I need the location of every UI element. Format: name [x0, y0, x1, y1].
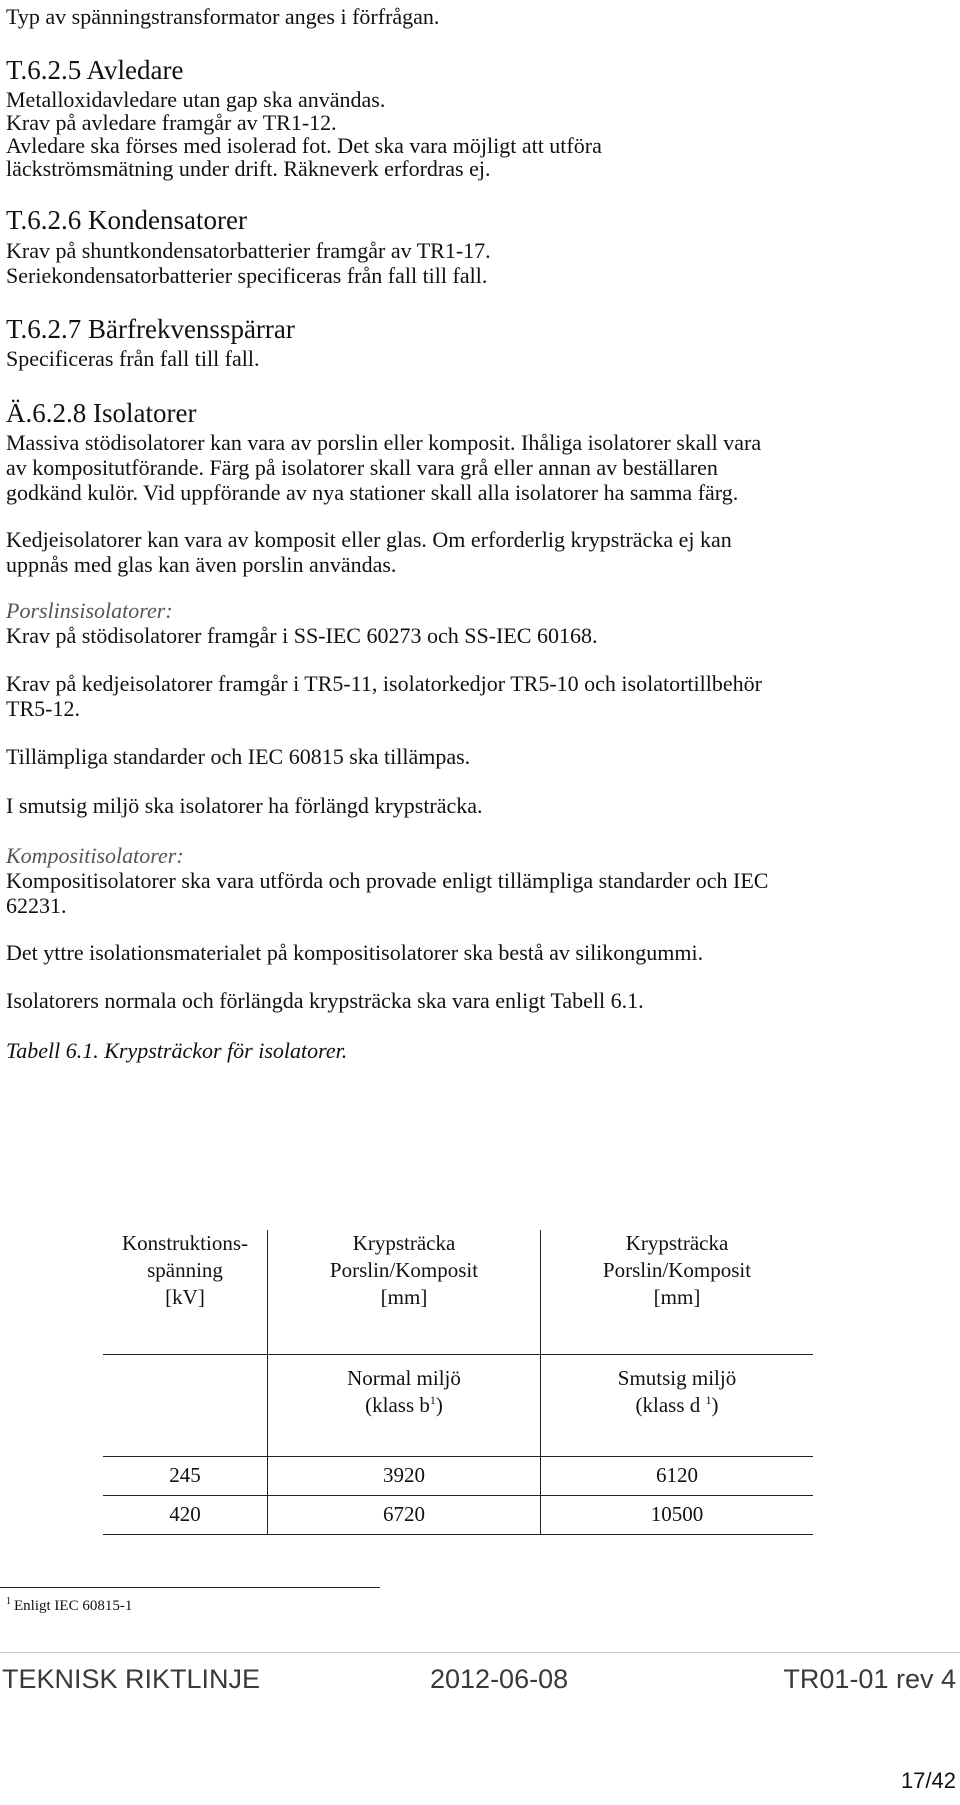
subheader-line: [268, 1392, 540, 1419]
footer-doc-id: TR01-01 rev 4: [783, 1664, 956, 1694]
klass-text: (klass b: [365, 1392, 430, 1417]
table-cell: 6720: [268, 1495, 541, 1534]
header-line: [mm]: [380, 1285, 428, 1309]
page-number: 17/42: [900, 1768, 956, 1793]
table-caption: Tabell 6.1. Krypsträckor för isolatorer.: [6, 1038, 348, 1063]
header-line: spänning: [147, 1258, 223, 1282]
subheader-cell-empty: [103, 1354, 268, 1456]
normala-line: Isolatorers normala och förlängda krypsträcka ska vara enligt Tabell 6.1.: [6, 988, 644, 1013]
subheader-cell-smutsig-miljo: [541, 1354, 814, 1456]
header-cell-konstruktionsspanning: [103, 1230, 268, 1354]
table-cell: 245: [103, 1456, 268, 1495]
isolatorer-para1-line: av kompositutförande. Färg på isolatorer skall vara grå eller annan av beställaren: [6, 455, 718, 480]
header-line: [kV]: [165, 1285, 205, 1309]
footer-rule: [0, 1652, 960, 1653]
isolatorer-para1-line: Massiva stödisolatorer kan vara av porslin eller komposit. Ihåliga isolatorer skall vara: [6, 430, 762, 455]
table-cell: 10500: [541, 1495, 814, 1534]
footnote-separator: [0, 1587, 380, 1588]
porslin-label: Porslinsisolatorer:: [6, 598, 173, 623]
table-row: [103, 1495, 813, 1534]
table-header-row: [103, 1230, 813, 1354]
table-cell: 3920: [268, 1456, 541, 1495]
header-line: Krypsträcka: [625, 1231, 729, 1255]
subheader-line: Smutsig miljö: [617, 1365, 737, 1390]
isolatorer-para2-line: uppnås med glas kan även porslin användas.: [6, 552, 397, 577]
header-line: Porslin/Komposit: [602, 1258, 752, 1282]
komposit-line: 62231.: [6, 893, 67, 918]
header-cell-krypstracka-normal: [268, 1230, 541, 1354]
porslin-line: Krav på stödisolatorer framgår i SS-IEC 60273 och SS-IEC 60168.: [6, 623, 598, 648]
footer-title: TEKNISK RIKTLINJE: [2, 1664, 261, 1694]
klass-close: ): [711, 1392, 719, 1417]
avledare-line: Krav på avledare framgår av TR1-12.: [6, 110, 337, 135]
header-line: Krypsträcka: [352, 1231, 456, 1255]
heading-barfrekvensparrar: T.6.2.7 Bärfrekvensspärrar: [6, 314, 295, 344]
yttre-line: Det yttre isolationsmaterialet på kompositisolatorer ska bestå av silikongummi.: [6, 940, 704, 965]
heading-isolatorer: Ä.6.2.8 Isolatorer: [6, 398, 197, 428]
table-subheader-row: [103, 1354, 813, 1456]
isolatorer-para2-line: Kedjeisolatorer kan vara av komposit eller glas. Om erforderlig krypsträcka ej kan: [6, 527, 732, 552]
avledare-line: Avledare ska förses med isolerad fot. Det ska vara möjligt att utföra: [6, 133, 602, 158]
subheader-line: [541, 1392, 813, 1419]
header-line: Porslin/Komposit: [329, 1258, 479, 1282]
krypstracka-table: [103, 1230, 813, 1535]
footnote: [6, 1598, 132, 1615]
header-cell-krypstracka-smutsig: [541, 1230, 814, 1354]
kedje-line: TR5-12.: [6, 696, 80, 721]
footnote-ref: 1: [429, 1392, 436, 1407]
tillampliga-line: Tillämpliga standarder och IEC 60815 ska tillämpas.: [6, 744, 471, 769]
komposit-label: Kompositisolatorer:: [6, 843, 184, 868]
footer-date: 2012-06-08: [430, 1664, 569, 1694]
subheader-line: Normal miljö: [347, 1365, 461, 1390]
klass-text: (klass d: [635, 1392, 706, 1417]
smutsig-line: I smutsig miljö ska isolatorer ha förlängd krypsträcka.: [6, 793, 483, 818]
heading-avledare: T.6.2.5 Avledare: [6, 55, 184, 85]
footnote-ref: 1: [705, 1392, 712, 1407]
avledare-line: Metalloxidavledare utan gap ska användas.: [6, 87, 386, 112]
komposit-line: Kompositisolatorer ska vara utförda och provade enligt tillämpliga standarder och IEC: [6, 868, 769, 893]
table-cell: 420: [103, 1495, 268, 1534]
kondensatorer-line: Krav på shuntkondensatorbatterier framgår av TR1-17.: [6, 238, 491, 263]
barfrekvens-line: Specificeras från fall till fall.: [6, 346, 260, 371]
header-line: Konstruktions-: [122, 1231, 248, 1255]
subheader-cell-normal-miljo: [268, 1354, 541, 1456]
isolatorer-para1-line: godkänd kulör. Vid uppförande av nya stationer skall alla isolatorer ha samma färg.: [6, 480, 739, 505]
klass-close: ): [435, 1392, 443, 1417]
footnote-marker: 1: [6, 1596, 11, 1607]
intro-text: Typ av spänningstransformator anges i förfrågan.: [6, 4, 440, 29]
footnote-text: Enligt IEC 60815-1: [14, 1598, 133, 1614]
heading-kondensatorer: T.6.2.6 Kondensatorer: [6, 205, 247, 235]
kedje-line: Krav på kedjeisolatorer framgår i TR5-11, isolatorkedjor TR5-10 och isolatortillbehör: [6, 671, 762, 696]
kondensatorer-line: Seriekondensatorbatterier specificeras från fall till fall.: [6, 263, 488, 288]
avledare-line: läckströmsmätning under drift. Räkneverk erfordras ej.: [6, 156, 491, 181]
table-cell: 6120: [541, 1456, 814, 1495]
header-line: [mm]: [653, 1285, 701, 1309]
table-row: [103, 1456, 813, 1495]
